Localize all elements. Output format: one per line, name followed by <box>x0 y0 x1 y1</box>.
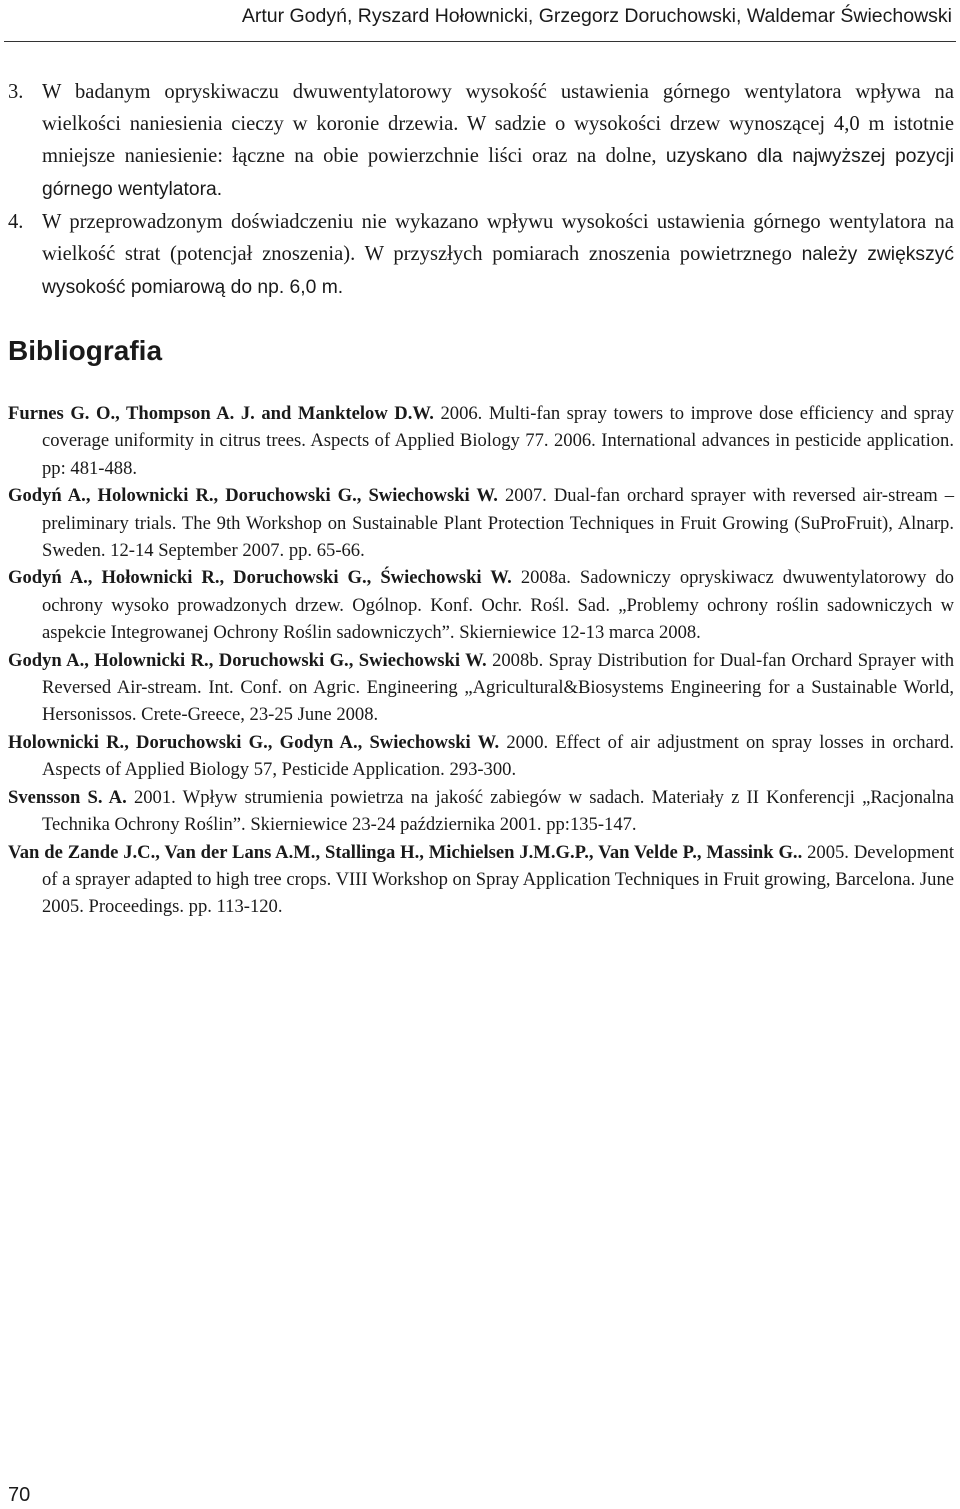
bibliography-entry <box>8 400 954 482</box>
bibliography-list <box>8 400 954 921</box>
conclusion-item-4 <box>8 206 954 304</box>
entry-authors: Svensson S. A. <box>8 786 127 808</box>
bibliography-entry <box>8 647 954 729</box>
entry-details: 2005. Development of a sprayer adapted to high tree crops. VIII Workshop on Spray Application Techniques in Fruit growing, Barcelona. June 2005. Proceedings. pp. 113-120. <box>42 841 954 918</box>
entry-details: 2000. Effect of air adjustment on spray losses in orchard. Aspects of Applied Biology 57, Pesticide Application. 293-300. <box>42 731 954 781</box>
bibliography-entry <box>8 482 954 564</box>
bibliography-entry <box>8 839 954 921</box>
entry-authors: Godyn A., Holownicki R., Doruchowski G., Swiechowski W. <box>8 649 487 671</box>
conclusions-list <box>8 76 954 304</box>
conclusion-text: W badanym opryskiwaczu dwuwentylatorowy wysokość ustawienia górnego wentylatora wpływa na wielkości naniesienia cieczy w koronie drzewia. W sadzie o wysokości drzew wynoszącej 4,0 m istotnie mniejsze naniesienie: łączne na obie powierzchnie liści oraz na dolne, <box>42 81 954 167</box>
header-divider <box>4 41 956 42</box>
entry-details: 2008b. Spray Distribution for Dual-fan Orchard Sprayer with Reversed Air-stream. Int. Conf. on Agric. Engineering „Agricultural&Biosystems Engineering for a Sustainable World, Hersonissos. Crete-Greece, 23-25 June 2008. <box>42 649 954 726</box>
conclusion-item-3 <box>8 76 954 206</box>
conclusion-text-sans: uzyskano dla najwyższej pozycji górnego wentylatora. <box>42 146 954 200</box>
bibliography-entry <box>8 784 954 839</box>
running-header: Artur Godyń, Ryszard Hołownicki, Grzegorz Doruchowski, Waldemar Świechowski <box>241 5 952 27</box>
entry-authors: Holownicki R., Doruchowski G., Godyn A., Swiechowski W. <box>8 731 500 753</box>
conclusion-text: W przeprowadzonym doświadczeniu nie wykazano wpływu wysokości ustawienia górnego wentylatora na wielkość strat (potencjał znoszenia). W przyszłych pomiarach znoszenia powietrznego <box>42 211 954 265</box>
entry-details: 2006. Multi-fan spray towers to improve dose efficiency and spray coverage uniformity in citrus trees. Aspects of Applied Biology 77. 2006. International advances in pesticide application. pp: 481-488. <box>42 403 954 479</box>
page-number: 70 <box>8 1484 31 1506</box>
conclusion-number: 4. <box>8 211 24 233</box>
entry-authors: Van de Zande J.C., Van der Lans A.M., Stallinga H., Michielsen J.M.G.P., Van Velde P., Massink G.. <box>8 841 803 863</box>
entry-details: 2008a. Sadowniczy opryskiwacz dwuwentylatorowy do ochrony wysoko prowadzonych drzew. Ogólnop. Konf. Ochr. Rośl. Sad. „Problemy ochrony roślin sadowniczych w aspekcie Integrowanej Ochrony Roślin sadowniczych”. Skierniewice 12-13 marca 2008. <box>42 567 954 644</box>
bibliography-entry <box>8 729 954 784</box>
conclusion-text-sans: należy zwiększyć wysokość pomiarową do np. 6,0 m. <box>42 244 954 298</box>
entry-details: 2001. Wpływ strumienia powietrza na jakość zabiegów w sadach. Materiały z II Konferencji „Racjonalna Technika Ochrony Roślin”. Skierniewice 23-24 października 2001. pp:135-147. <box>42 786 954 836</box>
entry-authors: Godyń A., Hołownicki R., Doruchowski G., Świechowski W. <box>8 567 512 589</box>
entry-details: 2007. Dual-fan orchard sprayer with reversed air-stream – preliminary trials. The 9th Workshop on Sustainable Plant Protection Techniques in Fruit Growing (SuProFruit), Alnarp. Sweden. 12-14 September 2007. pp. 65-66. <box>42 485 954 562</box>
entry-authors: Godyń A., Holownicki R., Doruchowski G., Swiechowski W. <box>8 485 498 507</box>
conclusion-number: 3. <box>8 81 24 103</box>
entry-authors: Furnes G. O., Thompson A. J. and Manktelow D.W. <box>8 403 434 424</box>
section-title: Bibliografia <box>8 335 163 366</box>
bibliography-entry <box>8 564 954 646</box>
